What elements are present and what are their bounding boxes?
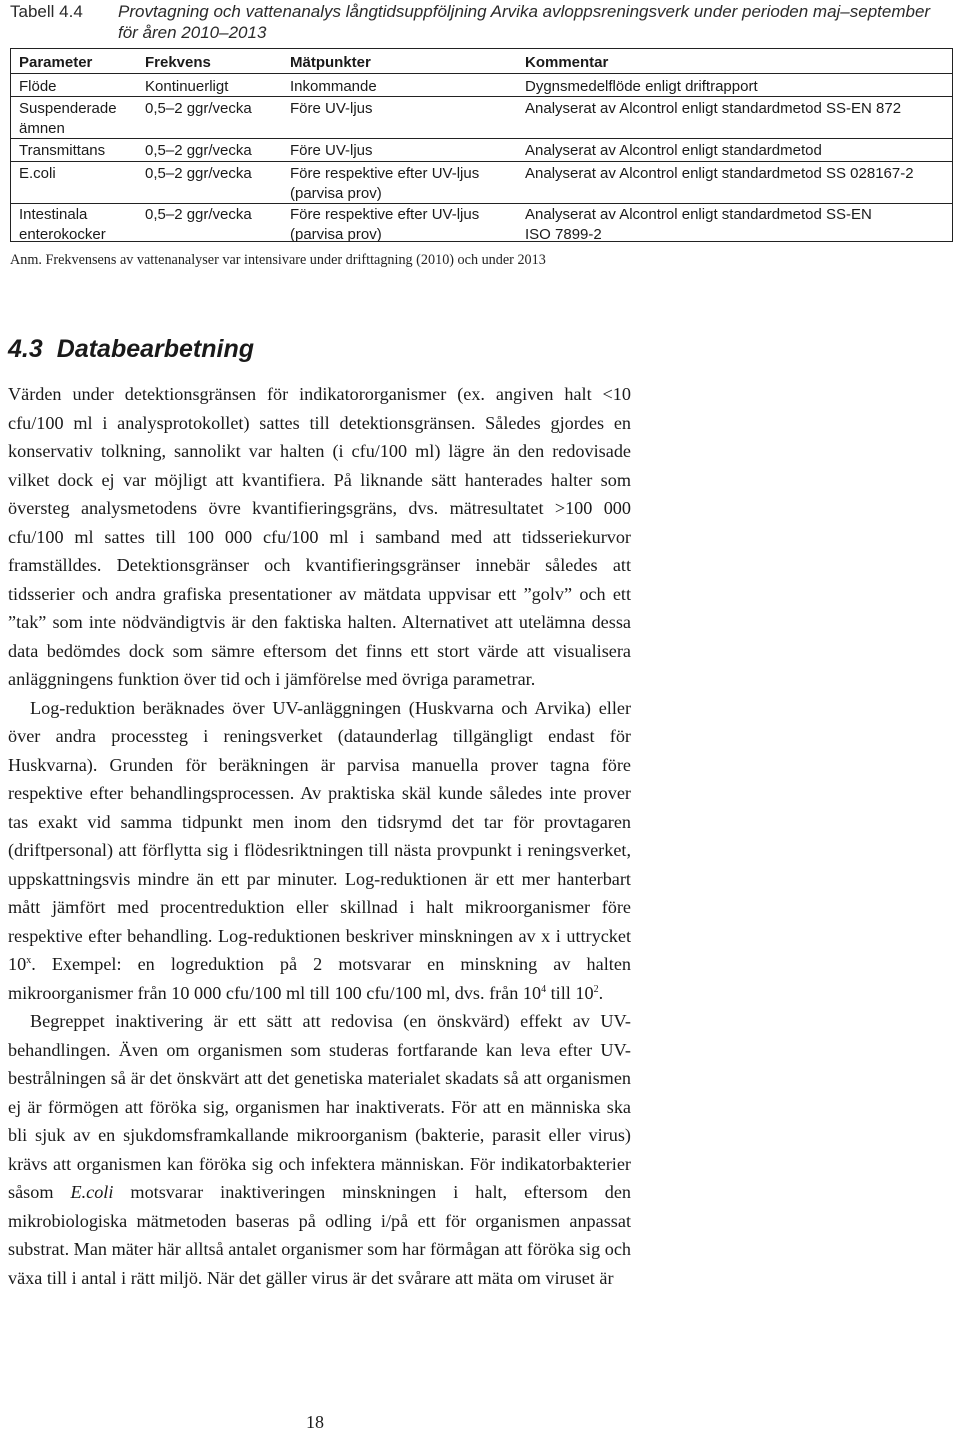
- cell-frekvens: 0,5–2 ggr/vecka: [145, 165, 252, 182]
- cell-kommentar: Dygnsmedelflöde enligt driftrapport: [525, 78, 758, 95]
- cell-frekvens: 0,5–2 ggr/vecka: [145, 142, 252, 159]
- table-title: Provtagning och vattenanalys långtidsuppföljning Arvika avloppsreningsverk under perioden maj–september för åren 2010–2013: [118, 2, 931, 42]
- cell-matpunkt: Före respektive efter UV-ljus (parvisa prov): [290, 206, 480, 243]
- column-header-frekvens: Frekvens: [145, 54, 211, 71]
- cell-parameter: Suspenderade ämnen: [19, 100, 117, 137]
- paragraph: Begreppet inaktivering är ett sätt att redovisa (en önskvärd) effekt av UV-behandlingen. Även om organismen som studeras fortfarande kan leva efter UV-bestrålningen så är det önskvärt att det genetiska materialet skadats så att organismen ej är förmögen att föröka sig, organismen har inaktiverats. För att en människa ska bli sjuk av en sjukdomsframkallande mikroorganism (bakterie, parasit eller virus) krävs att organismen kan föröka sig och infektera människan. För indikatorbakterier såsom E.coli motsvarar inaktiveringen minskningen i halt, eftersom den mikrobiologiska mätmetoden baseras på odling i/på ett för organismen anpassat substrat. Man mäter här alltså antalet organismer som har förmågan att föröka sig och växa till i antal i rätt miljö. När det gäller virus är det svårare att mäta om viruset är: [8, 1011, 632, 1288]
- body-text: [8, 380, 631, 1292]
- cell-matpunkt: Före UV-ljus: [290, 142, 373, 159]
- paragraph: Log-reduktion beräknades över UV-anläggningen (Huskvarna och Arvika) eller över andra processteg i reningsverket (dataunderlag tillgängligt endast för Huskvarna). Grunden för beräkningen är parvisa manuella prover tagna före respektive efter behandlingsprocessen. Av praktiska skäl kunde således inte prover tas exakt vid samma tidpunkt men inom den tidsrymd det tar för provtagaren (driftpersonal) att förflytta sig i flödesriktningen till nästa provpunkt i reningsverket, uppskattningsvis mindre än ett par minuter. Log-reduktionen är ett mer hanterbart mått jämfört med procentreduktion eller skillnad i halt mikroorganismer före respektive efter behandling. Log-reduktionen beskriver minskningen av x i uttrycket 10$^x$. Exempel: en logreduktion på 2 motsvarar en minskning av halten mikroorganismer från 10 000 cfu/100 ml till 100 cfu/100 ml, dvs. från $10^4$ till $10^2$.: [8, 697, 631, 1003]
- page-number: 18: [306, 1412, 324, 1432]
- paragraph: Värden under detektionsgränsen för indikatororganismer (ex. angiven halt <10 cfu/100 ml i analysprotokollet) sattes till detektionsgränsen. Således gjordes en konservativ tolkning, sannolikt var halten (i cfu/100 ml) lägre än den redovisade vilket dock ej var möjligt att kvantifiera. På liknande sätt hanterades halter som översteg analysmetodens övre kvantifieringsgräns, dvs. mätresultatet >100 000 cfu/100 ml sattes till 100 000 cfu/100 ml i samband med att tidsseriekurvor framställdes. Detektionsgränser och kvantifieringsgränser innebär således att tidsserier och andra grafiska presentationer av mätdata uppvisar ett ”golv” och ett ”tak” som inte nödvändigtvis är den faktiska halten. Alternativet att utelämna dessa data bedömdes dock som sämre eftersom det finns ett stort värde att visualisera anläggningens funktion över tid och i jämförelse med övriga parametrar.: [8, 384, 631, 689]
- table-label: Tabell 4.4: [10, 2, 83, 21]
- cell-frekvens: Kontinuerligt: [145, 78, 229, 95]
- cell-frekvens: 0,5–2 ggr/vecka: [145, 100, 252, 117]
- column-header-matpunkter: Mätpunkter: [290, 54, 371, 71]
- row-divider: [11, 138, 952, 139]
- cell-parameter: Intestinala enterokocker: [19, 206, 106, 243]
- cell-kommentar: Analyserat av Alcontrol enligt standardmetod SS-EN 872: [525, 100, 902, 117]
- row-divider: [11, 161, 952, 162]
- cell-parameter: Flöde: [19, 78, 57, 95]
- cell-frekvens: 0,5–2 ggr/vecka: [145, 206, 252, 223]
- row-divider: [11, 203, 952, 204]
- table-note: Anm. Frekvensens av vattenanalyser var intensivare under drifttagning (2010) och under 2013: [10, 252, 546, 268]
- cell-kommentar: Analyserat av Alcontrol enligt standardmetod SS 028167-2: [525, 165, 914, 182]
- cell-matpunkt: Före respektive efter UV-ljus (parvisa prov): [290, 165, 480, 202]
- cell-kommentar: Analyserat av Alcontrol enligt standardmetod: [525, 142, 822, 159]
- section-title: Databearbetning: [56, 335, 255, 363]
- section-heading: [8, 335, 254, 364]
- data-table: [10, 48, 953, 242]
- cell-parameter: E.coli: [19, 165, 56, 182]
- header-divider: [11, 73, 952, 74]
- cell-matpunkt: Inkommande: [290, 78, 377, 95]
- cell-matpunkt: Före UV-ljus: [290, 100, 373, 117]
- column-header-parameter: Parameter: [19, 54, 93, 71]
- section-number: 4.3: [8, 335, 43, 363]
- column-header-kommentar: Kommentar: [525, 54, 609, 71]
- row-divider: [11, 96, 952, 97]
- cell-parameter: Transmittans: [19, 142, 106, 159]
- cell-kommentar: Analyserat av Alcontrol enligt standardmetod SS-EN ISO 7899-2: [525, 206, 872, 243]
